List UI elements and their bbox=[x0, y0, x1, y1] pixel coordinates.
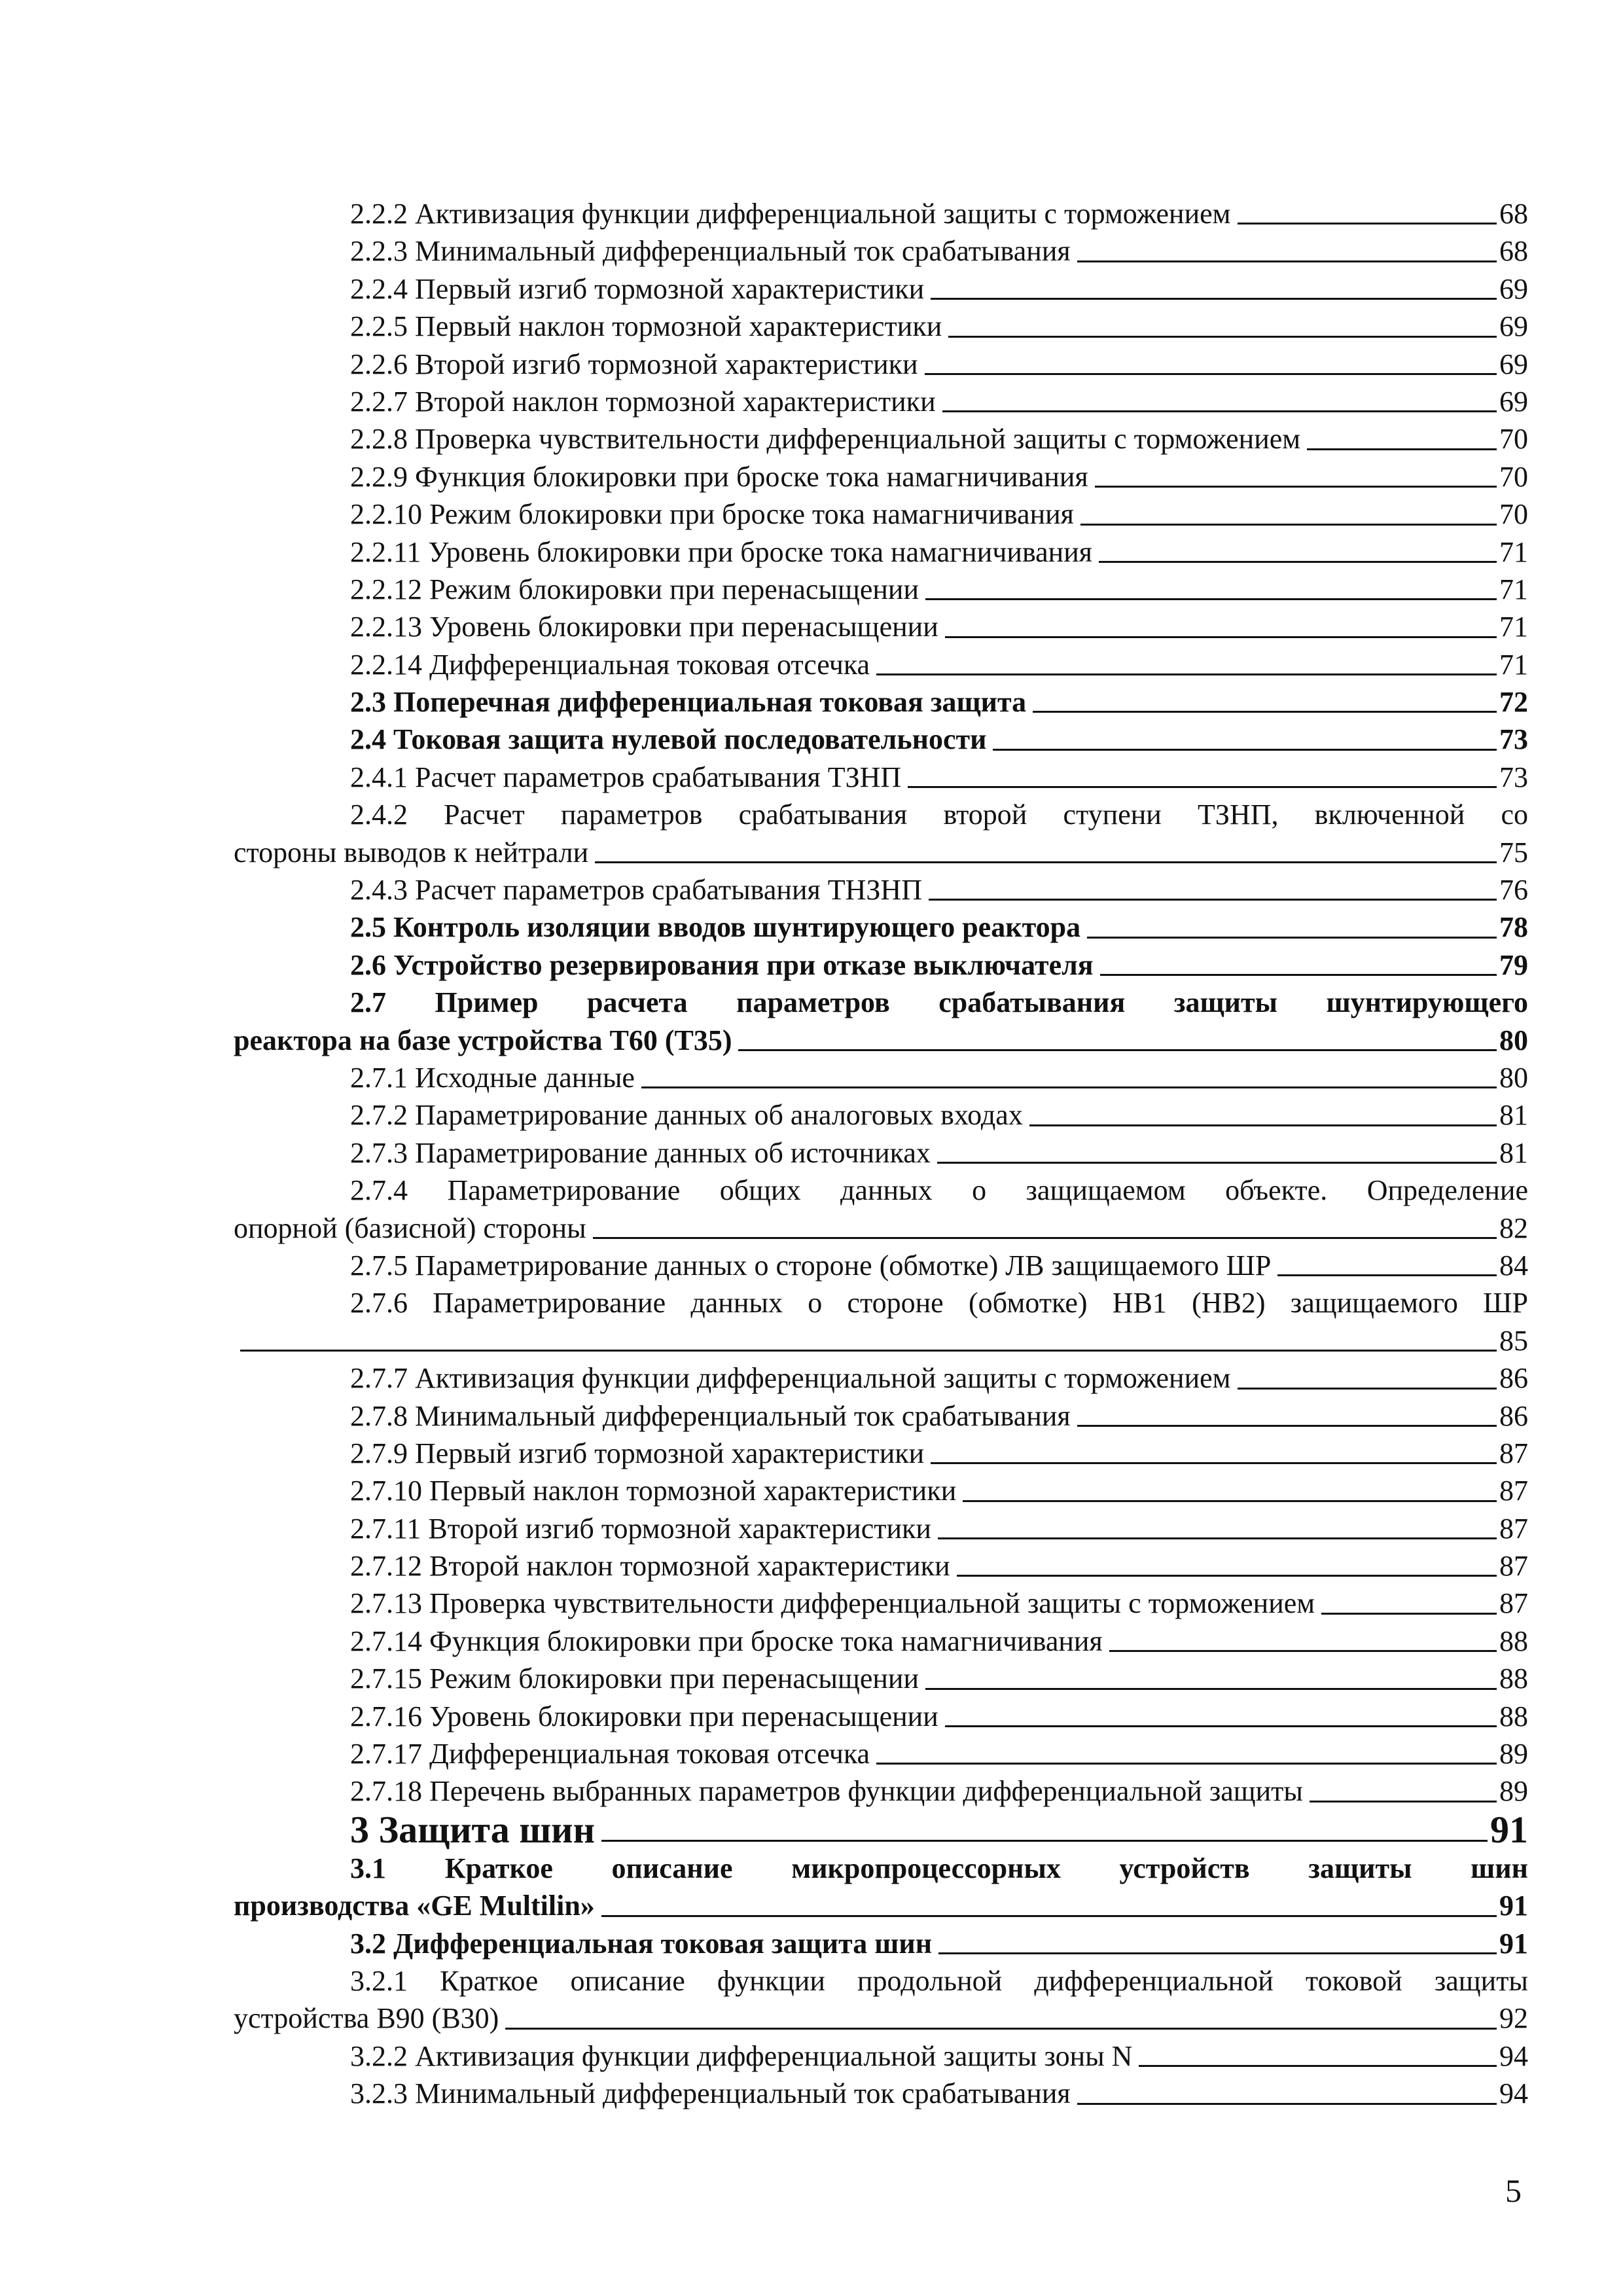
toc-entry-title: 2.2.14 Дифференциальная токовая отсечка bbox=[350, 648, 870, 681]
toc-entry-title: 2.7.14 Функция блокировки при броске тока намагничивания bbox=[350, 1624, 1103, 1657]
toc-entry bbox=[234, 533, 1528, 571]
toc-entry bbox=[234, 1660, 1528, 1697]
toc-entry bbox=[234, 2075, 1528, 2112]
toc-entry-line: 2.7.4 Параметрирование общих данных о защищаемом объекте. Определение bbox=[350, 1174, 1528, 1207]
toc-entry bbox=[234, 232, 1528, 270]
toc-entry-title: 2.4.3 Расчет параметров срабатывания ТНЗНП bbox=[350, 874, 922, 906]
toc-page-number: 78 bbox=[1499, 911, 1528, 944]
toc-leader bbox=[1139, 2065, 1497, 2067]
toc-page-number: 92 bbox=[1499, 2002, 1528, 2035]
toc-page-number: 81 bbox=[1499, 1099, 1528, 1132]
toc-entry-title: 2.7.17 Дифференциальная токовая отсечка bbox=[350, 1738, 870, 1770]
toc-entry bbox=[234, 1698, 1528, 1735]
toc-leader bbox=[1095, 486, 1497, 488]
toc-page-number: 85 bbox=[1499, 1324, 1528, 1357]
toc-leader bbox=[942, 410, 1497, 412]
toc-leader bbox=[937, 1162, 1497, 1164]
toc-leader bbox=[593, 1237, 1497, 1239]
toc-entry bbox=[234, 1772, 1528, 1810]
toc-entry bbox=[234, 759, 1528, 796]
toc-entry-title: 2.2.2 Активизация функции дифференциальной защиты с торможением bbox=[350, 198, 1231, 230]
toc-entry bbox=[234, 458, 1528, 495]
toc-page-number: 71 bbox=[1499, 535, 1528, 568]
toc-entry-title: опорной (базисной) стороны bbox=[234, 1211, 586, 1244]
toc-entry-title: 3.2.2 Активизация функции дифференциальной защиты зоны N bbox=[350, 2039, 1133, 2072]
toc-page-number: 91 bbox=[1499, 1927, 1528, 1960]
toc-page-number: 71 bbox=[1499, 648, 1528, 681]
toc-leader bbox=[601, 1915, 1497, 1917]
toc-entry-line: 3.1 Краткое описание микропроцессорных устройств защиты шин bbox=[350, 1852, 1528, 1884]
toc-entry-title: 2.2.10 Режим блокировки при броске тока намагничивания bbox=[350, 498, 1074, 531]
toc-entry-title: 3 Защита шин bbox=[350, 1808, 595, 1851]
toc-leader bbox=[1077, 260, 1497, 262]
toc-leader bbox=[938, 1952, 1497, 1954]
toc-page-number: 70 bbox=[1499, 423, 1528, 456]
toc-page-number: 76 bbox=[1499, 874, 1528, 906]
toc-leader bbox=[1099, 561, 1497, 563]
toc-leader bbox=[1087, 937, 1497, 939]
toc-entry bbox=[234, 195, 1528, 232]
toc-entry-title: реактора на базе устройства T60 (T35) bbox=[234, 1024, 732, 1056]
toc-entry bbox=[234, 1059, 1528, 1096]
toc-page-number: 88 bbox=[1499, 1624, 1528, 1657]
toc-entry-title: 2.5 Контроль изоляции вводов шунтирующего реактора bbox=[350, 911, 1081, 944]
toc-entry-line: 3.2.1 Краткое описание функции продольной дифференциальной токовой защиты bbox=[350, 1964, 1528, 1997]
toc-leader bbox=[948, 336, 1497, 338]
toc-leader bbox=[1238, 223, 1497, 224]
toc-page-number: 87 bbox=[1499, 1437, 1528, 1469]
toc-page-number: 87 bbox=[1499, 1550, 1528, 1583]
toc-page-number: 86 bbox=[1499, 1362, 1528, 1395]
toc-entry-title: 2.6 Устройство резервирования при отказе выключателя bbox=[350, 948, 1094, 981]
toc-leader bbox=[925, 373, 1497, 375]
toc-leader bbox=[1321, 1613, 1497, 1615]
toc-entry bbox=[234, 1472, 1528, 1509]
toc-leader bbox=[929, 899, 1497, 901]
toc-page-number: 69 bbox=[1499, 348, 1528, 380]
toc-entry-line: 2.7.6 Параметрирование данных о стороне (обмотке) НВ1 (НВ2) защищаемого ШР bbox=[350, 1287, 1528, 1319]
toc-entry bbox=[234, 1585, 1528, 1622]
toc-entry bbox=[234, 1247, 1528, 1284]
toc-page-number: 89 bbox=[1499, 1738, 1528, 1770]
toc-entry bbox=[234, 1096, 1528, 1134]
toc-entry bbox=[234, 871, 1528, 908]
toc-page-number: 88 bbox=[1499, 1662, 1528, 1695]
toc-entry-line: 2.4.2 Расчет параметров срабатывания второй ступени ТЗНП, включенной со bbox=[350, 798, 1528, 831]
toc-entry bbox=[234, 420, 1528, 457]
toc-page-number: 75 bbox=[1499, 836, 1528, 869]
toc-leader bbox=[505, 2028, 1497, 2030]
toc-page-number: 94 bbox=[1499, 2077, 1528, 2110]
toc-entry-title: 3.2.3 Минимальный дифференциальный ток срабатывания bbox=[350, 2077, 1071, 2110]
toc-entry-title: стороны выводов к нейтрали bbox=[234, 836, 589, 869]
toc-entry-title: 2.4 Токовая защита нулевой последовательности bbox=[350, 723, 987, 756]
toc-entry-title: 2.7.1 Исходные данные bbox=[350, 1061, 635, 1094]
toc-entry bbox=[234, 346, 1528, 383]
toc-page-number: 87 bbox=[1499, 1587, 1528, 1620]
toc-entry bbox=[234, 908, 1528, 946]
toc-leader bbox=[1109, 1650, 1497, 1652]
toc-entry bbox=[234, 1134, 1528, 1172]
toc-entry bbox=[234, 1397, 1528, 1435]
toc-leader bbox=[938, 1537, 1497, 1539]
toc-page-number: 86 bbox=[1499, 1399, 1528, 1432]
toc-entry-title: 2.7.5 Параметрирование данных о стороне (обмотке) ЛВ защищаемого ШР bbox=[350, 1249, 1272, 1282]
toc-entry bbox=[234, 2037, 1528, 2075]
toc-entry bbox=[234, 1925, 1528, 1962]
toc-page-number: 94 bbox=[1499, 2039, 1528, 2072]
toc-entry bbox=[234, 308, 1528, 345]
toc-entry bbox=[234, 1435, 1528, 1472]
toc-entry bbox=[234, 1359, 1528, 1397]
toc-entry bbox=[234, 270, 1528, 308]
toc-leader bbox=[595, 861, 1497, 863]
toc-page-number: 71 bbox=[1499, 611, 1528, 643]
toc-page-number: 68 bbox=[1499, 198, 1528, 230]
toc-entry-title: 2.2.9 Функция блокировки при броске тока намагничивания bbox=[350, 460, 1088, 493]
toc-entry-title: 2.7.13 Проверка чувствительности дифференциальной защиты с торможением bbox=[350, 1587, 1315, 1620]
toc-entry bbox=[234, 1210, 1528, 1247]
toc-entry bbox=[234, 946, 1528, 984]
toc-page-number: 84 bbox=[1499, 1249, 1528, 1282]
toc-page-number: 69 bbox=[1499, 310, 1528, 343]
toc-leader bbox=[1029, 1124, 1497, 1126]
toc-entry bbox=[234, 495, 1528, 533]
toc-leader bbox=[931, 1462, 1497, 1464]
toc-leader bbox=[1277, 1274, 1497, 1276]
toc-page-number: 69 bbox=[1499, 385, 1528, 418]
toc-leader bbox=[1080, 524, 1497, 526]
toc-leader bbox=[240, 1350, 1497, 1352]
toc-leader bbox=[1033, 711, 1497, 713]
toc-entry-title: 2.2.8 Проверка чувствительности дифференциальной защиты с торможением bbox=[350, 423, 1301, 456]
toc-page-number: 81 bbox=[1499, 1136, 1528, 1169]
toc-page-number: 71 bbox=[1499, 573, 1528, 605]
toc-entry bbox=[234, 1022, 1528, 1059]
toc-entry-title: 2.7.11 Второй изгиб тормозной характеристики bbox=[350, 1512, 931, 1545]
toc-entry-title: 2.2.12 Режим блокировки при перенасыщении bbox=[350, 573, 919, 605]
toc-entry bbox=[234, 571, 1528, 608]
toc-entry bbox=[234, 1547, 1528, 1585]
toc-leader bbox=[1100, 974, 1497, 976]
toc-entry-title: 2.2.5 Первый наклон тормозной характеристики bbox=[350, 310, 942, 343]
toc-leader bbox=[931, 298, 1497, 300]
toc-leader bbox=[945, 636, 1497, 638]
toc-entry-title: 2.7.7 Активизация функции дифференциальной защиты с торможением bbox=[350, 1362, 1231, 1395]
toc-page-number: 80 bbox=[1499, 1024, 1528, 1056]
toc-entry bbox=[234, 383, 1528, 420]
toc-entry bbox=[234, 683, 1528, 721]
toc-leader bbox=[925, 1688, 1497, 1690]
toc-entry-title: 2.7.18 Перечень выбранных параметров функции дифференциальной защиты bbox=[350, 1775, 1303, 1808]
toc-page-number: 82 bbox=[1499, 1211, 1528, 1244]
toc-entry-title: устройства B90 (B30) bbox=[234, 2002, 499, 2035]
toc-entry bbox=[234, 721, 1528, 758]
toc-entry bbox=[234, 834, 1528, 871]
toc-entry-line: 2.7 Пример расчета параметров срабатывания защиты шунтирующего bbox=[350, 986, 1528, 1019]
toc-entry-title: 2.3 Поперечная дифференциальная токовая защита bbox=[350, 686, 1027, 719]
page-number: 5 bbox=[1505, 2172, 1522, 2209]
toc-page-number: 87 bbox=[1499, 1475, 1528, 1507]
toc-page-number: 68 bbox=[1499, 235, 1528, 268]
toc-leader bbox=[738, 1049, 1497, 1051]
toc-entry-title: 2.2.7 Второй наклон тормозной характеристики bbox=[350, 385, 936, 418]
table-of-contents bbox=[234, 195, 1528, 2113]
toc-entry-title: производства «GE Multilin» bbox=[234, 1890, 595, 1922]
toc-entry bbox=[234, 646, 1528, 683]
toc-leader bbox=[601, 1840, 1488, 1842]
toc-entry bbox=[234, 2000, 1528, 2037]
toc-page-number: 91 bbox=[1499, 1890, 1528, 1922]
toc-entry-title: 2.2.4 Первый изгиб тормозной характеристики bbox=[350, 272, 925, 305]
toc-leader bbox=[925, 598, 1497, 600]
toc-entry bbox=[234, 1735, 1528, 1772]
toc-leader bbox=[876, 673, 1497, 675]
toc-entry bbox=[234, 1887, 1528, 1924]
toc-entry-title: 2.7.9 Первый изгиб тормозной характеристики bbox=[350, 1437, 925, 1469]
toc-entry-title: 2.7.16 Уровень блокировки при перенасыщении bbox=[350, 1700, 938, 1732]
toc-entry-title: 2.4.1 Расчет параметров срабатывания ТЗНП bbox=[350, 761, 902, 793]
toc-page-number: 89 bbox=[1499, 1775, 1528, 1808]
toc-entry-title: 2.2.13 Уровень блокировки при перенасыщении bbox=[350, 611, 938, 643]
toc-leader bbox=[641, 1086, 1497, 1088]
toc-page-number: 87 bbox=[1499, 1512, 1528, 1545]
toc-leader bbox=[963, 1500, 1497, 1502]
toc-page-number: 79 bbox=[1499, 948, 1528, 981]
toc-page-number: 73 bbox=[1499, 723, 1528, 756]
toc-leader bbox=[1310, 1801, 1497, 1803]
toc-leader bbox=[1238, 1388, 1497, 1390]
toc-leader bbox=[908, 786, 1497, 788]
toc-page-number: 72 bbox=[1499, 686, 1528, 719]
toc-entry bbox=[234, 1810, 1528, 1850]
toc-leader bbox=[993, 749, 1497, 751]
toc-entry-title: 3.2 Дифференциальная токовая защита шин bbox=[350, 1927, 933, 1960]
toc-entry bbox=[234, 1623, 1528, 1660]
toc-entry bbox=[234, 1322, 1528, 1359]
toc-entry-title: 2.7.8 Минимальный дифференциальный ток срабатывания bbox=[350, 1399, 1071, 1432]
toc-page-number: 91 bbox=[1490, 1808, 1528, 1851]
toc-page-number: 88 bbox=[1499, 1700, 1528, 1732]
toc-entry bbox=[234, 608, 1528, 645]
toc-entry-title: 2.7.15 Режим блокировки при перенасыщении bbox=[350, 1662, 919, 1695]
toc-leader bbox=[945, 1725, 1497, 1727]
toc-leader bbox=[1307, 448, 1497, 450]
toc-leader bbox=[1077, 1425, 1497, 1427]
toc-entry-title: 2.7.3 Параметрирование данных об источниках bbox=[350, 1136, 931, 1169]
toc-page-number: 69 bbox=[1499, 272, 1528, 305]
toc-leader bbox=[1077, 2103, 1497, 2105]
toc-entry-title: 2.2.3 Минимальный дифференциальный ток срабатывания bbox=[350, 235, 1071, 268]
toc-entry-title: 2.7.10 Первый наклон тормозной характеристики bbox=[350, 1475, 957, 1507]
toc-entry-title: 2.2.6 Второй изгиб тормозной характеристики bbox=[350, 348, 918, 380]
toc-leader bbox=[876, 1763, 1497, 1765]
toc-page-number: 73 bbox=[1499, 761, 1528, 793]
toc-page-number: 70 bbox=[1499, 460, 1528, 493]
toc-page-number: 70 bbox=[1499, 498, 1528, 531]
toc-leader bbox=[957, 1575, 1497, 1577]
toc-page-number: 80 bbox=[1499, 1061, 1528, 1094]
toc-entry bbox=[234, 1510, 1528, 1547]
toc-entry-title: 2.7.2 Параметрирование данных об аналоговых входах bbox=[350, 1099, 1023, 1132]
toc-entry-title: 2.7.12 Второй наклон тормозной характеристики bbox=[350, 1550, 950, 1583]
toc-entry-title: 2.2.11 Уровень блокировки при броске тока намагничивания bbox=[350, 535, 1093, 568]
